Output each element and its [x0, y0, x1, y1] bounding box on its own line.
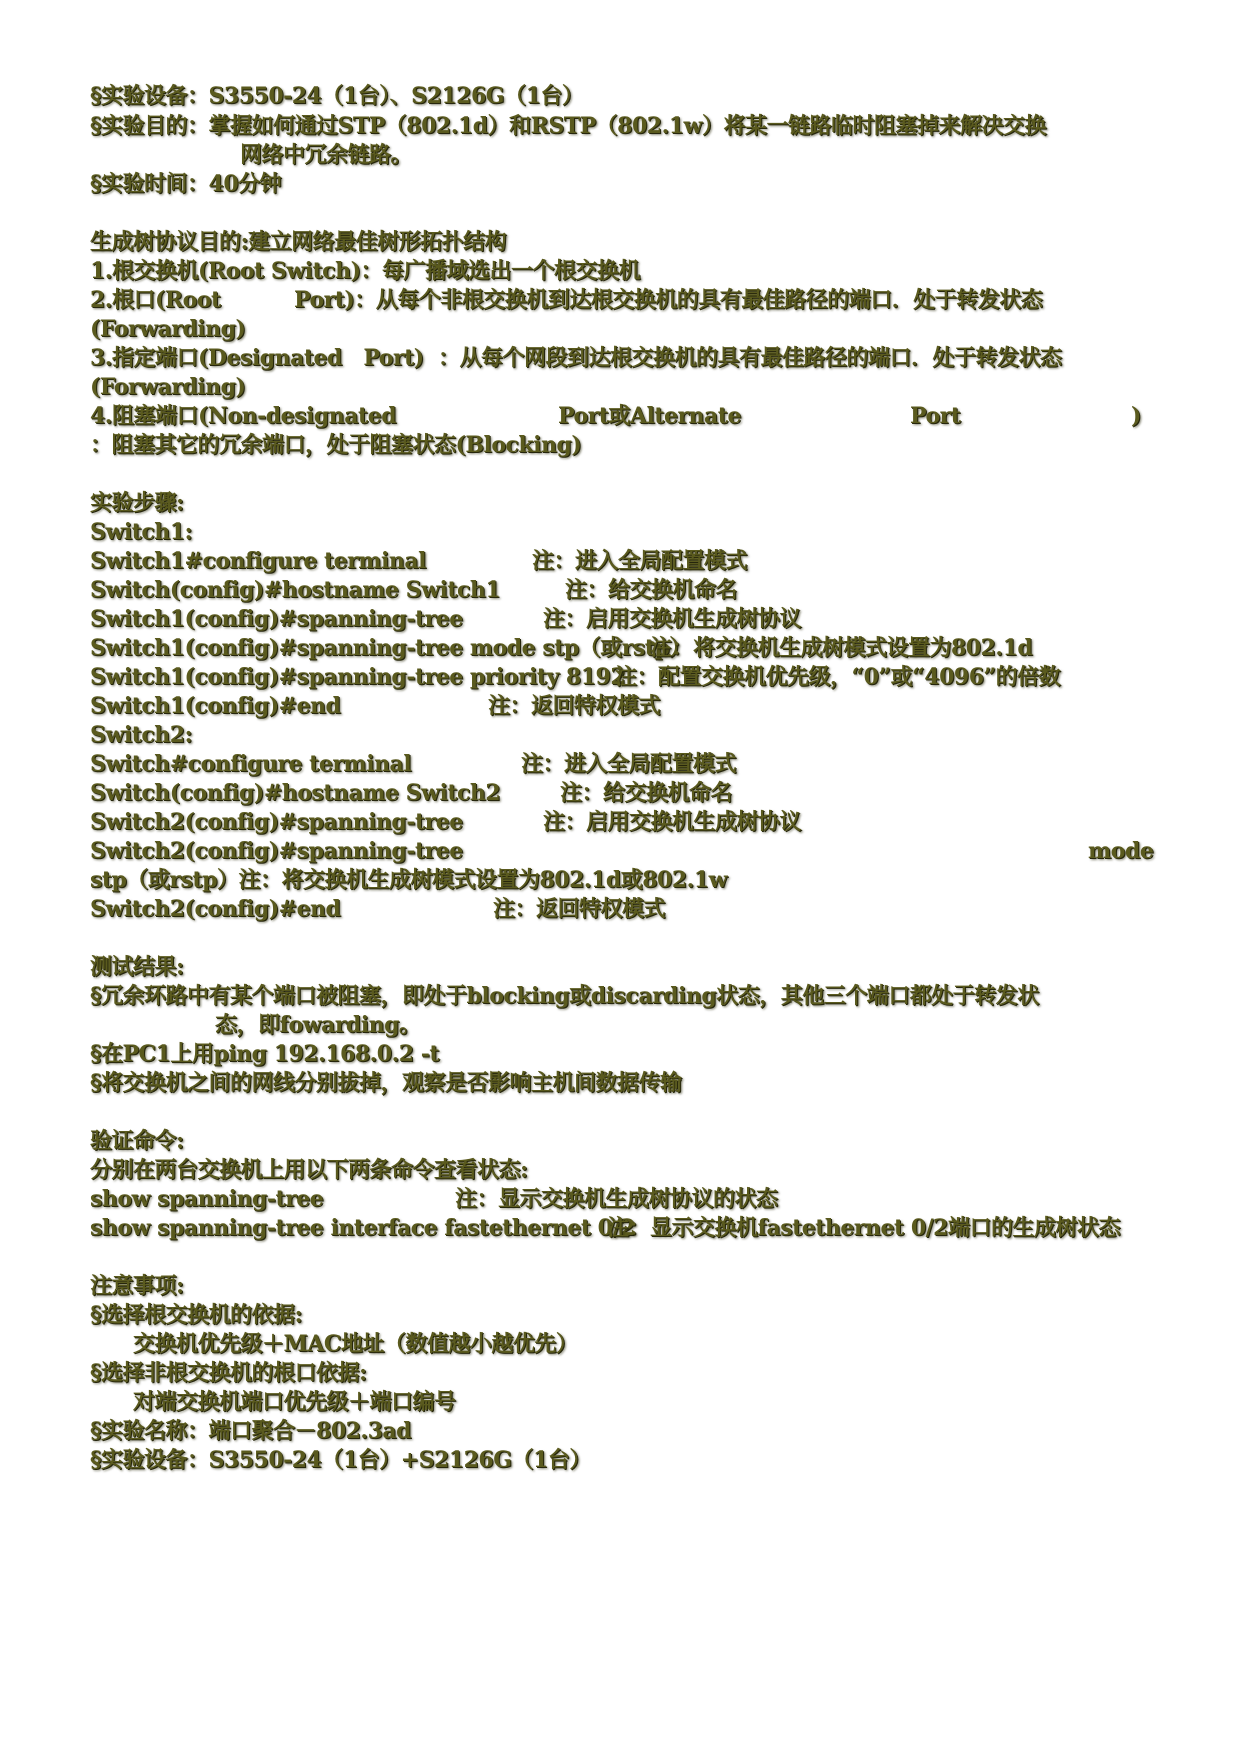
s2-mode-cont: stp（或rstp）注：将交换机生成树模式设置为802.1d或802.1w [90, 867, 728, 893]
s1-note: 注：返回特权模式 [488, 693, 661, 719]
result-unplug-line: §将交换机之间的网线分别拔掉，观察是否影响主机间数据传输 [90, 1070, 682, 1096]
root-port-desc: Port)：从每个非根交换机到达根交换机的具有最佳路径的端口．处于转发状态 [294, 287, 1043, 313]
note-lab-name: §实验名称：端口聚合－802.3ad [90, 1418, 412, 1444]
note-rootport-basis-detail: 对端交换机端口优先级＋端口编号 [133, 1389, 456, 1415]
s2-end-note: 注：返回特权模式 [493, 896, 666, 922]
root-port-label: 2.根口(Root [90, 287, 221, 313]
blocked-port-alt: Port或Alternate [558, 403, 741, 429]
blocked-port-desc: ：阻塞其它的冗余端口，处于阻塞状态(Blocking) [90, 432, 582, 458]
designated-port-line: 3.指定端口(Designated Port) ：从每个网段到达根交换机的具有最佳路径的端口．处于转发状态 [90, 345, 1062, 371]
note-root-basis: §选择根交换机的依据: [90, 1302, 303, 1328]
s2-note: 注：进入全局配置模式 [521, 751, 737, 777]
designated-port-state: (Forwarding) [90, 374, 246, 400]
s2-end-cmd: Switch2(config)#end [90, 896, 341, 922]
note-rootport-basis: §选择非根交换机的根口依据: [90, 1360, 367, 1386]
device-line: §实验设备：S3550-24（1台）、S2126G（1台） [90, 83, 584, 109]
result-line: §冗余环路中有某个端口被阻塞，即处于blocking或discarding状态，其他三个端口都处于转发状 [90, 983, 1039, 1009]
note-lab-device: §实验设备：S3550-24（1台）+S2126G（1台） [90, 1447, 591, 1473]
s1-note: 注：给交换机命名 [565, 577, 738, 603]
verify-note: 注：显示交换机生成树协议的状态 [455, 1186, 778, 1212]
verify-note: 注：显示交换机fastethernet 0/2端口的生成树状态 [607, 1215, 1120, 1241]
blocked-port-paren: ) [1131, 403, 1141, 429]
s1-cmd: Switch1(config)#spanning-tree [90, 606, 463, 632]
verify-heading: 验证命令: [90, 1128, 184, 1154]
s1-note: 注：进入全局配置模式 [532, 548, 748, 574]
s1-cmd: Switch1(config)#end [90, 693, 341, 719]
s1-cmd: Switch1#configure terminal [90, 548, 426, 574]
s2-mode-cmd: Switch2(config)#spanning-tree [90, 838, 463, 864]
verify-cmd: show spanning-tree interface fastethernet 0/2 [90, 1215, 635, 1241]
switch2-label: Switch2: [90, 722, 193, 748]
result-ping-line: §在PC1上用ping 192.168.0.2 -t [90, 1041, 440, 1067]
s1-cmd: Switch1(config)#spanning-tree priority 8192 [90, 664, 626, 690]
s2-mode-word: mode [1088, 838, 1154, 864]
switch1-label: Switch1: [90, 519, 193, 545]
stp-heading: 生成树协议目的:建立网络最佳树形拓扑结构 [90, 229, 507, 255]
s1-cmd: Switch(config)#hostname Switch1 [90, 577, 501, 603]
steps-heading: 实验步骤: [90, 490, 184, 516]
goal-line: §实验目的：掌握如何通过STP（802.1d）和RSTP（802.1w）将某一链路临时阻塞掉来解决交换 [90, 113, 1046, 139]
s2-note: 注：启用交换机生成树协议 [543, 809, 802, 835]
results-heading: 测试结果: [90, 954, 184, 980]
blocked-port-label: 4.阻塞端口(Non-designated [90, 403, 397, 429]
note-root-basis-detail: 交换机优先级＋MAC地址（数值越小越优先） [133, 1331, 578, 1357]
verify-intro: 分别在两台交换机上用以下两条命令查看状态: [90, 1157, 528, 1183]
s2-cmd: Switch#configure terminal [90, 751, 412, 777]
root-port-state: (Forwarding) [90, 316, 246, 342]
s1-cmd: Switch1(config)#spanning-tree mode stp（或rstp） [90, 635, 691, 661]
verify-cmd: show spanning-tree [90, 1186, 324, 1212]
s1-note: 注：启用交换机生成树协议 [543, 606, 802, 632]
goal-line-cont: 网络中冗余链路。 [240, 142, 413, 168]
s1-note: 注：将交换机生成树模式设置为802.1d [650, 635, 1033, 661]
s2-note: 注：给交换机命名 [560, 780, 733, 806]
s2-cmd: Switch2(config)#spanning-tree [90, 809, 463, 835]
root-switch-line: 1.根交换机(Root Switch)：每广播域选出一个根交换机 [90, 258, 640, 284]
s2-cmd: Switch(config)#hostname Switch2 [90, 780, 501, 806]
s1-note: 注：配置交换机优先级，“0”或“4096”的倍数 [615, 664, 1061, 690]
result-line-cont: 态，即fowarding。 [215, 1012, 421, 1038]
blocked-port-word: Port [910, 403, 961, 429]
notes-heading: 注意事项: [90, 1273, 184, 1299]
time-line: §实验时间：40分钟 [90, 171, 282, 197]
